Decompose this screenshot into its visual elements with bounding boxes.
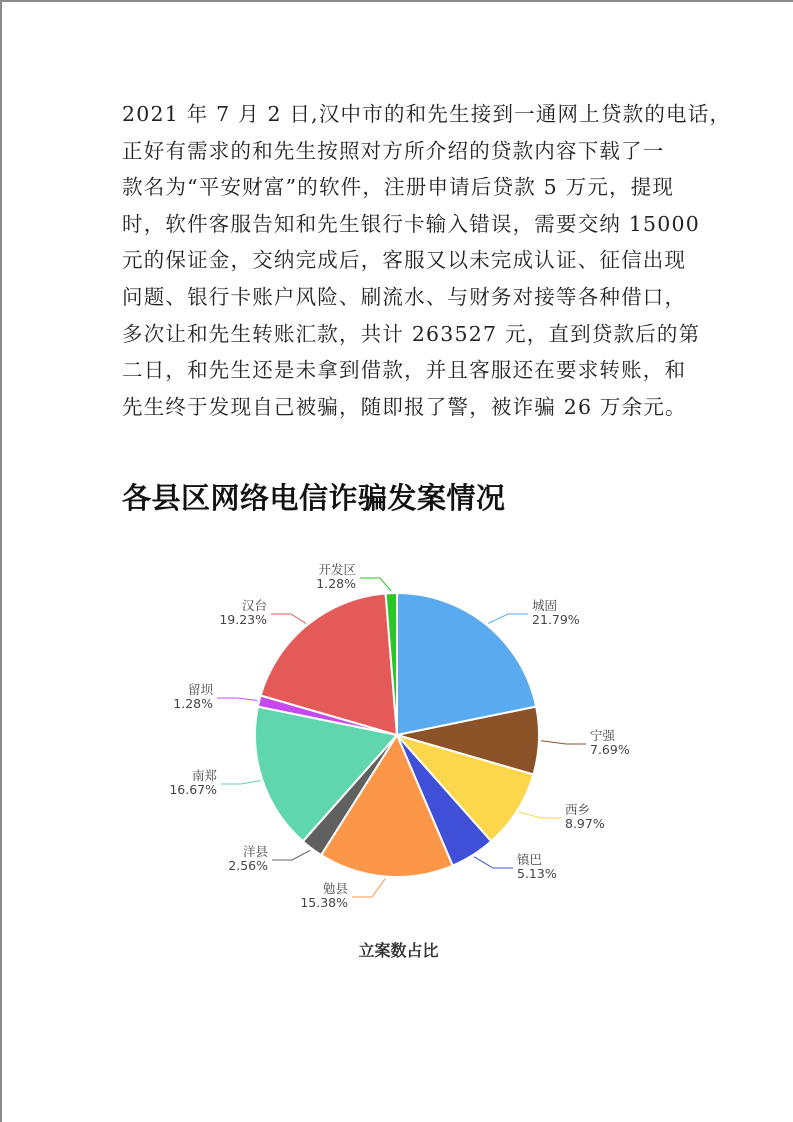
slice-label-value: 1.28%	[316, 576, 356, 591]
slice-label-name: 汉台	[241, 598, 267, 613]
pie-chart	[2, 542, 793, 942]
slice-label-name: 西乡	[565, 802, 591, 817]
slice-label-name: 南郑	[191, 768, 217, 783]
slice-label-value: 19.23%	[219, 612, 267, 627]
slice-label-value: 8.97%	[565, 816, 605, 831]
section-heading: 各县区网络电信诈骗发案情况	[122, 481, 506, 515]
slice-label-value: 21.79%	[532, 612, 580, 627]
slice-label-name: 宁强	[590, 728, 616, 743]
slice-label-value: 1.28%	[173, 696, 213, 711]
slice-label-value: 2.56%	[228, 858, 268, 873]
slice-label-name: 城固	[532, 598, 558, 613]
leader-line	[488, 614, 528, 623]
slice-label-name: 开发区	[318, 562, 356, 577]
slice-label-name: 镇巴	[517, 852, 543, 867]
leader-line	[271, 614, 306, 623]
paragraph-line: 2021 年 7 月 2 日,汉中市的和先生接到一通网上贷款的电话，	[122, 102, 732, 126]
slice-label-name: 勉县	[322, 881, 348, 896]
slice-label-name: 洋县	[242, 844, 268, 859]
leader-line	[272, 850, 311, 860]
paragraph-line: 先生终于发现自己被骗，随即报了警，被诈骗 26 万余元。	[122, 394, 687, 419]
slice-label-value: 16.67%	[169, 782, 217, 797]
slice-label-value: 7.69%	[590, 742, 630, 757]
leader-line	[360, 578, 391, 591]
leader-line	[221, 781, 260, 784]
slice-label-value: 15.38%	[300, 895, 348, 910]
leader-line	[519, 812, 561, 818]
slice-label-value: 5.13%	[517, 866, 557, 881]
body-paragraph	[122, 96, 732, 425]
chart-caption: 立案数占比	[358, 941, 439, 960]
paragraph-line: 多次让和先生转账汇款，共计 263527 元，直到贷款后的第	[122, 321, 701, 346]
leader-line	[474, 857, 513, 868]
paragraph-line: 时，软件客服告知和先生银行卡输入错误，需要交纳 15000	[122, 211, 701, 236]
paragraph-line: 正好有需求的和先生按照对方所介绍的贷款内容下载了一	[122, 138, 665, 163]
slice-label-name: 留坝	[187, 682, 213, 697]
leader-line	[352, 879, 385, 897]
paragraph-line: 二日，和先生还是未拿到借款，并且客服还在要求转账，和	[122, 358, 687, 383]
leader-line	[541, 741, 586, 744]
paragraph-line: 款名为“平安财富”的软件，注册申请后贷款 5 万元，提现	[122, 175, 675, 200]
paragraph-line: 问题、银行卡账户风险、刷流水、与财务对接等各种借口，	[122, 284, 687, 309]
leader-line	[217, 698, 257, 701]
paragraph-line: 元的保证金，交纳完成后，客服又以未完成认证、征信出现	[122, 248, 687, 273]
